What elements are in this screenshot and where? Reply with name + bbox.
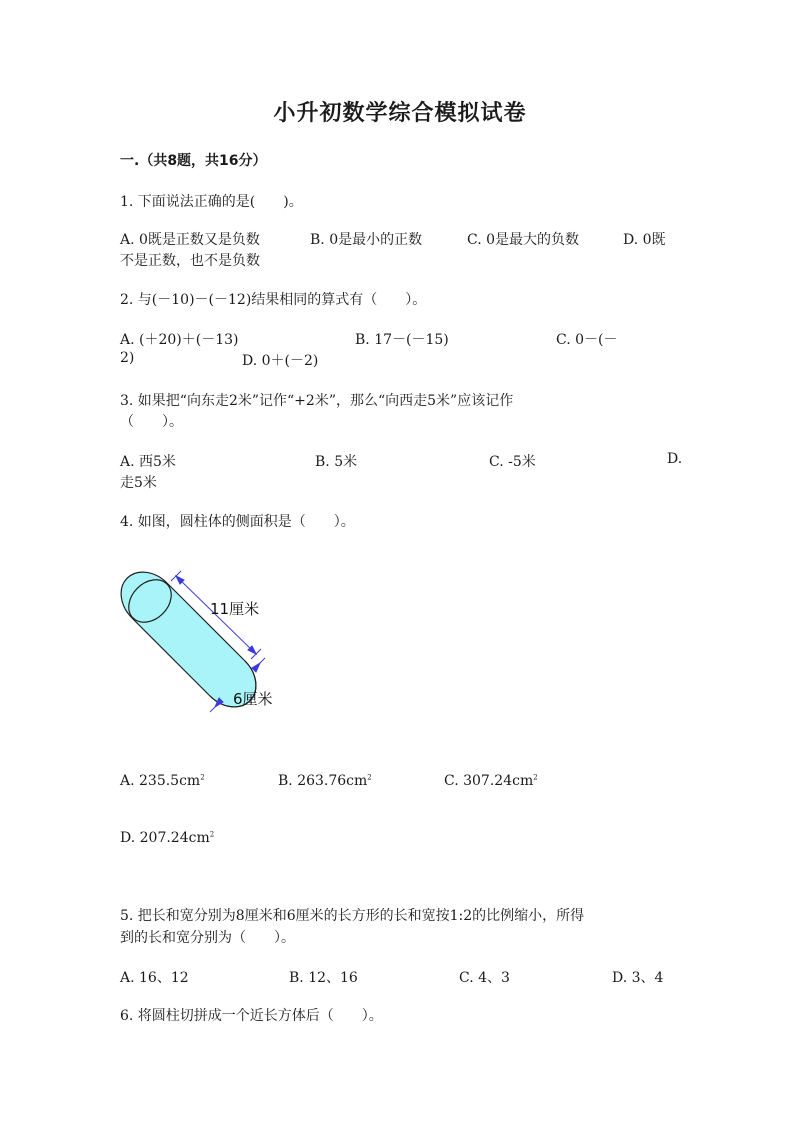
question-4-option-c xyxy=(444,773,538,789)
cylinder-figure xyxy=(110,560,310,734)
question-5-stem: 5. 把长和宽分别为8厘米和6厘米的长方形的长和宽按1:2的比例缩小，所得 xyxy=(120,908,585,924)
question-1-option-c: C. 0是最大的负数 xyxy=(467,232,580,248)
unit-superscript: 2 xyxy=(533,773,538,782)
question-2-option-b: B. 17－(－15) xyxy=(355,332,449,348)
unit-superscript: 2 xyxy=(200,773,205,782)
question-5-option-a: A. 16、12 xyxy=(120,970,189,986)
question-1-option-b: B. 0是最小的正数 xyxy=(310,232,423,248)
section-heading: 一.（共8题，共16分） xyxy=(120,153,267,169)
question-2-option-c-cont: 2) xyxy=(120,350,135,366)
question-4-option-b xyxy=(278,773,372,789)
question-2-option-d: D. 0＋(－2) xyxy=(242,353,319,369)
question-2-option-a: A. (＋20)＋(－13) xyxy=(120,332,239,348)
question-1-option-a: A. 0既是正数又是负数 xyxy=(120,232,260,248)
question-5-option-d: D. 3、4 xyxy=(612,970,664,986)
question-5-option-c: C. 4、3 xyxy=(459,970,510,986)
question-2-option-c: C. 0－(－ xyxy=(556,332,618,348)
length-label: 11厘米 xyxy=(210,600,260,618)
cylinder-diagram xyxy=(110,560,310,730)
option-d-text: D. 207.24cm xyxy=(120,830,210,846)
question-3-option-b: B. 5米 xyxy=(315,454,358,470)
question-3-stem-cont: （ ）。 xyxy=(120,414,183,430)
question-6-stem: 6. 将圆柱切拼成一个近长方体后（ ）。 xyxy=(120,1008,383,1024)
question-3-stem: 3. 如果把“向东走2米”记作“+2米”，那么“向西走5米”应该记作 xyxy=(120,393,514,409)
question-3-option-d: D. xyxy=(667,451,683,467)
question-5-option-b: B. 12、16 xyxy=(289,970,358,986)
question-1-option-d: D. 0既 xyxy=(623,232,666,248)
question-4-option-d xyxy=(120,830,214,846)
question-4-stem: 4. 如图，圆柱体的侧面积是（ ）。 xyxy=(120,514,355,530)
question-3-option-d-cont: 走5米 xyxy=(120,475,157,491)
question-1-option-d-cont: 不是正数，也不是负数 xyxy=(120,253,260,269)
question-3-option-c: C. -5米 xyxy=(489,454,536,470)
question-5-stem-cont: 到的长和宽分别为（ ）。 xyxy=(120,930,295,946)
page-title: 小升初数学综合模拟试卷 xyxy=(273,101,527,126)
option-c-text: C. 307.24cm xyxy=(444,773,534,789)
option-b-text: B. 263.76cm xyxy=(278,773,368,789)
option-a-text: A. 235.5cm xyxy=(120,773,201,789)
unit-superscript: 2 xyxy=(209,830,215,839)
unit-superscript: 2 xyxy=(367,773,372,782)
diameter-label: 6厘米 xyxy=(233,690,273,708)
question-3-option-a: A. 西5米 xyxy=(120,454,176,470)
question-1-stem: 1. 下面说法正确的是( )。 xyxy=(120,194,303,210)
question-2-stem: 2. 与(－10)－(－12)结果相同的算式有（ ）。 xyxy=(120,292,427,308)
question-4-option-a xyxy=(120,773,205,789)
